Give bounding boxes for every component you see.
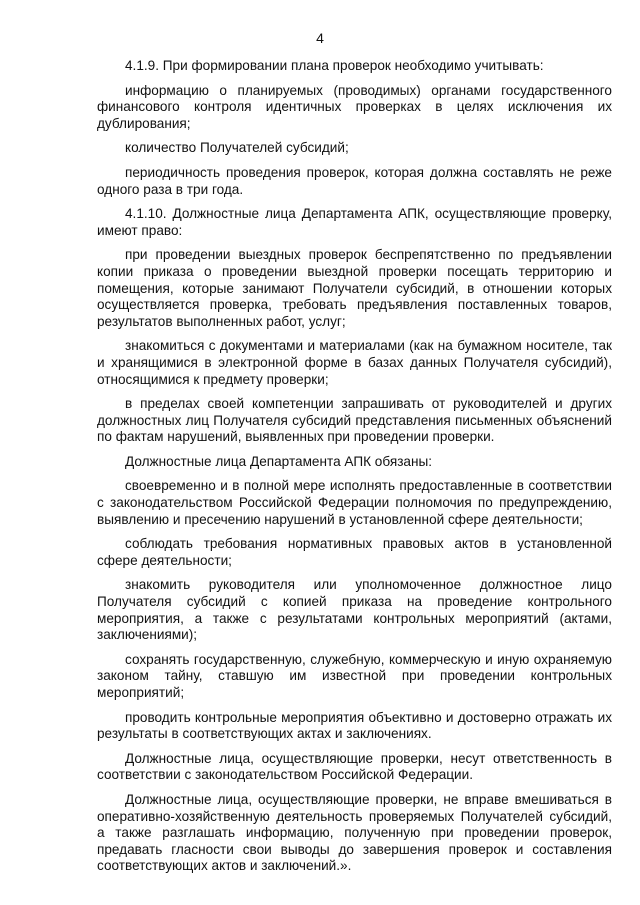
- paragraph: количество Получателей субсидий;: [125, 140, 349, 156]
- paragraph: знакомить руководителя или уполномоченное должностное лицо Получателя субсидий с копией приказа на проведение контрольного мероприятия, а также с результатами контрольных мероприятий (актами, заключениями);: [97, 577, 612, 643]
- paragraph: 4.1.10. Должностные лица Департамента АПК, осуществляющие проверку, имеют право:: [97, 206, 612, 238]
- paragraph: Должностные лица Департамента АПК обязаны:: [125, 453, 433, 469]
- paragraph: периодичность проведения проверок, которая должна составлять не реже одного раза в три года.: [97, 164, 612, 197]
- paragraph: знакомиться с документами и материалами (как на бумажном носителе, так и хранящимися в электронной форме в базах данных Получателя субсидий), относящимися к предмету проверки;: [97, 338, 612, 387]
- paragraph: в пределах своей компетенции запрашивать от руководителей и других должностных лиц Получателя субсидий представления письменных объяснений по фактам нарушений, выявленных при проведении проверки.: [97, 396, 612, 445]
- paragraph: соблюдать требования нормативных правовых актов в установленной сфере деятельности;: [97, 536, 612, 568]
- paragraph: Должностные лица, осуществляющие проверки, несут ответственность в соответствии с законодательством Российской Федерации.: [97, 750, 612, 783]
- paragraph: своевременно и в полной мере исполнять предоставленные в соответствии с законодательством Российской Федерации полномочия по предупреждению, выявлению и пресечению нарушений в установленной сфере деятельности;: [97, 478, 612, 527]
- paragraph: при проведении выездных проверок беспрепятственно по предъявлении копии приказа о проведении выездной проверки посещать территорию и помещения, которые занимают Получатели субсидий, в отношении которых осуществляется проверка, требовать предъявления поставленных товаров, результатов выполненных работ, услуг;: [97, 247, 612, 329]
- paragraph: 4.1.9. При формировании плана проверок необходимо учитывать:: [125, 58, 544, 73]
- paragraph: Должностные лица, осуществляющие проверки, не вправе вмешиваться в оперативно-хозяйственную деятельность проверяемых Получателей субсидий, а также разглашать информацию, полученную при проведении проверок, предавать гласности свои выводы до завершения проверок и составления соответствующих актов и заключений.».: [97, 791, 612, 874]
- paragraph: сохранять государственную, служебную, коммерческую и иную охраняемую законом тайну, ставшую им известной при проведении контрольных мероприятий;: [97, 651, 612, 700]
- paragraph: проводить контрольные мероприятия объективно и достоверно отражать их результаты в соответствующих актах и заключениях.: [97, 709, 612, 742]
- paragraph: информацию о планируемых (проводимых) органами государственного финансового контроля идентичных проверках в целях исключения их дублирования;: [97, 82, 612, 131]
- document-body: [97, 58, 612, 883]
- page-number: 4: [316, 30, 324, 46]
